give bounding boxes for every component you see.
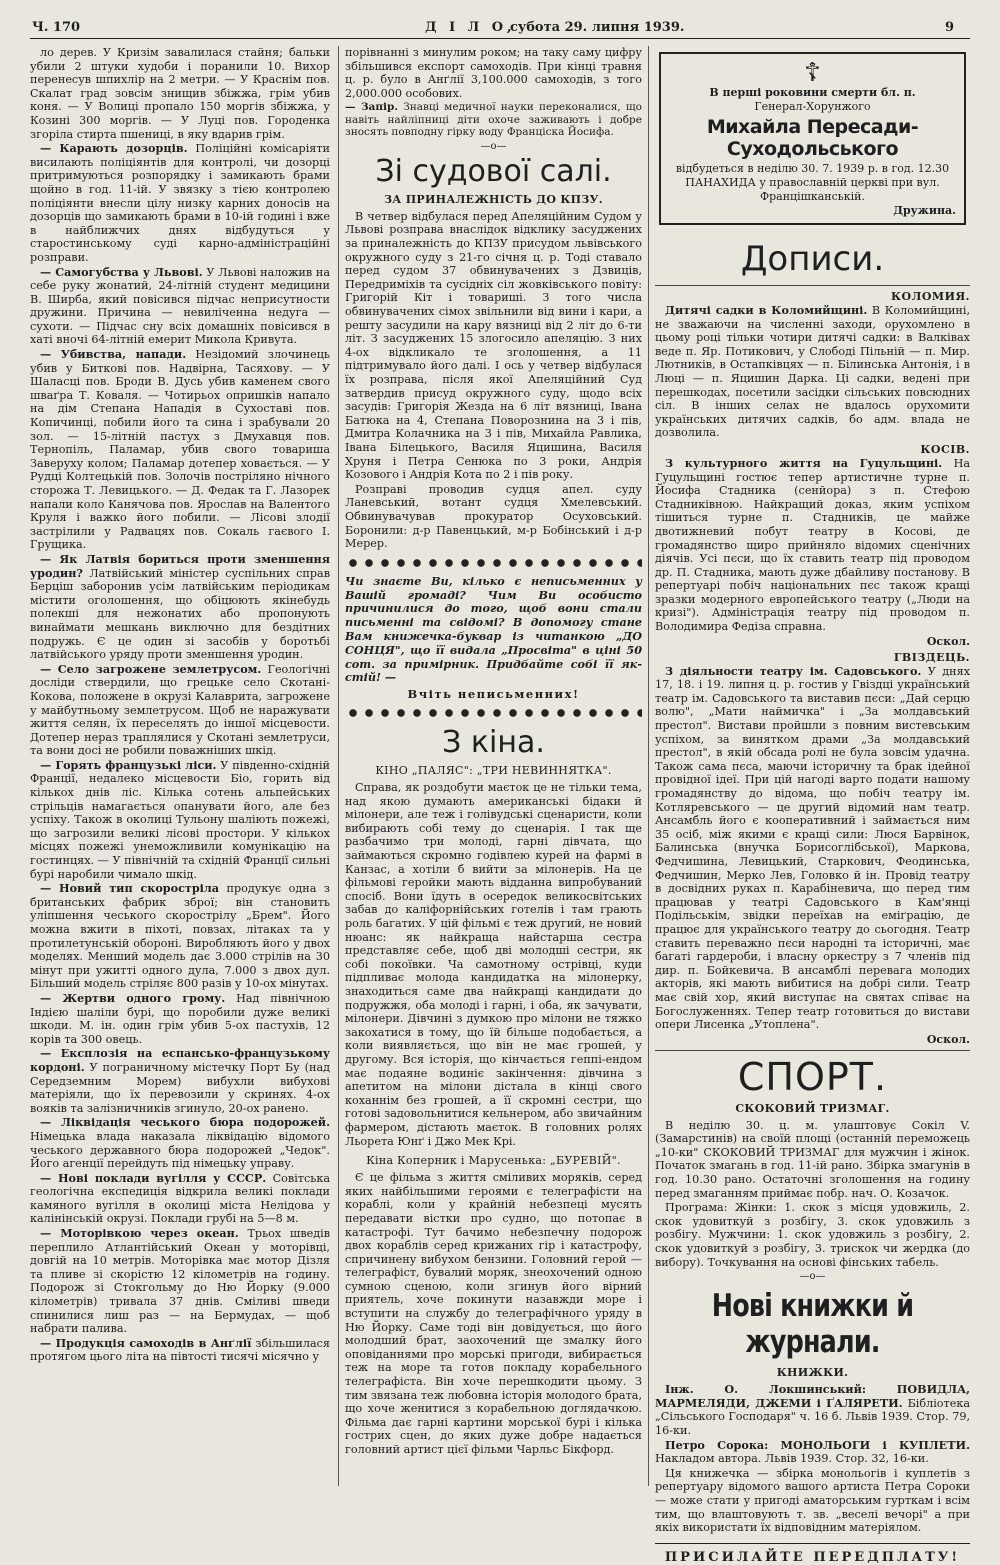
column-rule xyxy=(648,46,649,1486)
rule xyxy=(655,1050,970,1051)
news-item: — Продукція самоходів в Анґлії збільшилася протягом цього літа на півтості тисячі місячно у xyxy=(30,1335,330,1364)
reports-heading: Дописи. xyxy=(740,239,885,279)
cinema-paragraph: Є це фільма з життя сміливих моряків, серед яких найбільшими героями є телеграфісти на кораблі, коли у крайній небезпеці мусять передавати вістки про суднo, що потопає в катастрофі. Тут бачимо небезпечну подорож двох кораблів серед крижаних гір і катастрофу, спричинену вибухом бензини. Головний герой — телеграфіст, бувалий моряк, знеохочений одною сумною сценою, коли згинув його вірний приятель, хоче покинути назавжди море і вступити на службу до телеграфічного уряду в Ню Йорку. Саме тоді він довідується, що його молодший брат, заохочений ще змалку його оповіданнями про морські пригоди, вибирається теж на море та готов покладу корабельного телеграфіста. Він хоче перешкодити цьому. З тим звязана теж любовна історія молодого брата, що хоче женитися з корабельною доглядачкою. Фільма дає гарні картини морської бурі і кілька гострих сцен, до яких дуже добре надається головний артист цієї фільми Чарльс Бікфорд. xyxy=(345,1171,642,1456)
ad-paragraph: — Запір. Знавці медичної науки переконалися, що навіть найліпниці діти охоче заживають і добре зносять повподну гірку воду Франціска Йосифа. xyxy=(345,101,643,139)
sport-paragraph: В неділю 30. ц. м. улаштовує Сокіл V. (Замарстинів) на своїй площі (останній переможець „10-ки" СКОКОВИЙ ТРИЗМАГ для мужчин і жінок. Початок змагань в год. 11-ій рано. Збірка змагунів в год. 10.30 рано. Остаточні зголошення на годину перед змаганням приймає побр. нач. О. Козачок. xyxy=(655,1118,970,1200)
place-heading: КОЛОМИЯ. xyxy=(891,290,970,303)
dotted-border xyxy=(345,557,642,569)
news-item: ло дерев. У Кризім завалилася стайня; бальки убили 2 штуки худоби і поранили 10. Вихор перенесув шпихлір на 2 метри. — У Краснім пов. Скалат град зовсім знищив збіжжа, грім убив коня. — У Волиці пропало 150 моргів збіжжа, у Козині 300 моргів. — У Луці пов. Городенка згоріла стирта пшениці, в яку вдарив грім. xyxy=(30,46,330,141)
sport-subheading: СКОКОВИЙ ТРИЗМАГ. xyxy=(735,1101,890,1115)
report-paragraph: З культурного життя на Гуцульщині. На Гуцульщині гостює тепер артистичне турне п. Йосифа Стадника (сенйора) з п. Стефою Стадниківною. Найкращий доказ, яким успіхом тішиться турне п. Стадників, це майже двотижневий побут театру в Косові, де громадянство щиро прийняло відомих сценічних діячів. Усі пєси, що їх ставить театр під проводом др. П. Стадника, мають дуже дбайливу постанову. В репертуарі побіч національних пєс також кращі зразки модерного европейського театру („Люди на кризі"). Адміністрація театру під проводом п. Володимира Федіза справна. xyxy=(655,455,970,634)
subscribe-banner: ПРИСИЛАЙТЕ ПЕРЕДПЛАТУ! xyxy=(655,1543,970,1565)
books-heading: Нові книжки й журнали. xyxy=(711,1288,914,1361)
memorial-line: Генерал-Хорунжого xyxy=(754,100,871,113)
memorial-line: відбудеться в неділю 30. 7. 1939 р. в год. 12.30 ПАНАХИДА у православній церкві при вул. Францішканській. xyxy=(675,162,950,203)
news-item: — Ліквідація чеського бюра подорожей. Німецька влада наказала ліквідацію відомого чеського державного бюра подорожей „Чедок". Його агенції перейдуть під німецьку управу. xyxy=(30,1115,330,1171)
issue-date: субота 29. липня 1939. xyxy=(510,20,685,35)
masthead xyxy=(30,20,970,39)
place-heading: КОСІВ. xyxy=(920,442,970,456)
news-item: — Моторівкою через океан. Трьох шведів переплило Атлантійський Океан у моторівці, довгій на 10 метрів. Моторівка має мотор Дізля та пливе зі скорістю 12 кілометрів на годину. Подорож зі Стокгольму до Ню Йорку (9.000 кілометрів) тривала 37 днів. Сміливі шведи спинилися лиш раз — на Бермудах, — щоб набрати палива. xyxy=(30,1226,331,1336)
memorial-notice xyxy=(659,52,966,225)
news-item: — Жертви одного грому. Над північною Індією шаліли бурі, що поробили дуже великі шкоди. М. ін. один грім убив 5-ох пастухів, 12 корів та 300 овець. xyxy=(30,990,330,1046)
column-court-cinema xyxy=(345,46,642,1486)
rule xyxy=(655,285,970,286)
literacy-slogan: Вчіть неписьменних! xyxy=(407,687,580,702)
place-heading: ГВІЗДЕЦЬ. xyxy=(893,650,970,664)
book-review: Ця книжечка — збірка монольогів і куплетів з репертуару відомого вашого артиста Петра Сороки — може стати у пригоді аматорським гурткам і всім тим, що влаштовують т. зв. „веселі вечорі" а при якіх використати їх відповідним матеріялом. xyxy=(655,1466,970,1535)
column-news xyxy=(30,46,330,1486)
news-item: — Карають дозорців. Поліційні комісаріяти висилають поліціянтів для контролі, чи дозорці притримуються розпорядку і замикають брами щойно в год. 11-ій. У звязку з тією контролею поліціянти внесли цілу низку карних доносів на дозорців що замикають брами в 10-ій годині і вже в найближчих днях відбудуться у старостинському суді карно-адміністраційні розправи. xyxy=(30,141,331,264)
news-item: — Самогубства у Львові. У Львові наложив на себе руку жонатий, 24-літній студент медицини В. Ширба, який повісився підчас неприсутности дружини. Причина — невиліченна недуга — сухоти. — Підчас сну всіх домашніх повісився в хаті вночі 64-літній емерит Микола Кривута. xyxy=(30,264,330,347)
court-paragraph: В четвер відбулася перед Апеляційним Судом у Львові розправа внаслідок відклику засуджених за приналежність до КПЗУ присудом львівського окружного суду з 21-го січня ц. р. Тоді ставало перед судом 37 обвинувачених з Дзвиців, Передриміхів та сусідніх сіл жовківського повіту: Григорій Кіт і товариші. З того числа обвинувачених сімох звільнили від вини і кари, а решту засудили на кару вязниці від 2 літ до 6-ти літ. З засуджених 15 злогосило апеляцію. З них 4-ох відкликало те зголошення, а 11 підтримувало його далі. І ось у четвер відбулася їх розправа, після якої Апеляційний Суд затвердив присуд окружного суду, щодо всіх засудів: Григорія Жезда на 6 літ вязниці, Івана Батюка на 4, Степана Поворознина на 3 і пів, Дмитра Колачника на 3 і пів, Михайла Равлика, Івана Білецького, Василя Яцишина, Василя Хруня і Петра Сенюка по 3 роки, Андрія Козового і Андрія Кота по 2 і пів року. xyxy=(345,209,642,482)
court-subheading: ЗА ПРИНАЛЕЖНІСТЬ ДО КПЗУ. xyxy=(384,192,603,206)
memorial-name: Михайла Пересади-Суходольського xyxy=(706,116,919,160)
books-subheading: КНИЖКИ. xyxy=(776,1366,849,1380)
column-reports-sport xyxy=(655,46,971,1565)
separator: —o— xyxy=(799,1271,826,1283)
news-item: — Експлозія на еспансько-французькому кордоні. У пограничному містечку Порт Бу (над Середземним Морем) вибухли вибухові матеріяли, що їх перевозили у скринях. 4-ох вояків та залізничників згинуло, 20-ох ранено. xyxy=(30,1046,331,1115)
report-signature: Оскол. xyxy=(926,634,970,648)
memorial-signature: Дружина. xyxy=(893,204,956,217)
news-item: — Нові поклади вугілля у СССР. Совітська геологічна експедиція відкрила великі поклади камяного вугілля в околиці міста Нелідова у калінінській окрузі. Поклади грубі на 5—8 м. xyxy=(30,1170,330,1226)
cinema-heading: З кіна. xyxy=(442,725,545,761)
dotted-border xyxy=(345,707,642,719)
separator: —o— xyxy=(480,140,507,152)
news-item: — Село загрожене землетрусом. Геологічні досліди ствердили, що грецьке село Скотані-Кокова, положене в окрузі Калаврита, загрожене у майбутньому землетрусом. Щоб не наражувати життя селян, їх переселять до іншої місцевости. Дотепер нераз траплялися у Скотані землетруси, та вони досі не робили поважніших шкід. xyxy=(30,661,331,758)
literacy-notice: Чи знаєте Ви, кілько є неписьменних у Вашій громаді? Чим Ви особисто причинилися до того, щоб вони стали письменні та свідомі? В допомогу стане Вам книжечка-буквар із читанкою „ДО СОНЦЯ", що її видала „Просвіта" в ціні 50 сот. за примірник. Придбайте собі її як-стій! — xyxy=(345,573,642,685)
book-entry: Петро Сорока: МОНОЛЬОГИ і КУПЛЕТИ. Накладом автора. Львів 1939. Стор. 32, 16-ки. xyxy=(655,1437,970,1466)
sport-program: Програма: Жінки: 1. скок з місця удовжиль, 2. скок удовиткуй з розбігу, 3. скок удовжиль з розбігу. Мужчини: 1. скок удовжиль з розбігу, 2. скок удовиткуй з розбігу, 3. трискок чи жердка (до вибору). Точкування на основі фінських табель. xyxy=(655,1201,970,1269)
news-item: — Горять французькі ліси. У південно-східній Франції, недалеко місцевости Біо, горить від кількох днів ліс. Кілька сотень альпейських стрільців намагається опанувати його, але без успіху. Також в околиці Тульону шаліють пожежі, що загрозили великі лісові простори. У кількох місцях пожежі унеможливили комунікацію на гостинцях. — У північній та східній Франції сильні бурі наробили чимало шкід. xyxy=(30,757,330,881)
book-entry: Інж. О. Локшинський: ПОВИДЛА, МАРМЕЛЯДИ, ДЖЕМИ і ҐАЛЯРЕТИ. Бібліотека „Сільського Господаря" ч. 16 б. Львів 1939. Стор. 79, 16-ки. xyxy=(655,1382,971,1437)
report-signature: Оскол. xyxy=(926,1032,970,1046)
court-heading: Зі судової салі. xyxy=(375,153,612,189)
news-item: — Убивства, напади. Незідомий злочинець убив у Биткові пов. Надвірна, Тасяхову. — У Шаласці пов. Броди В. Дусь убив каменем свого шваґра Т. Коваля. — Чотирьох опришків напало на дім Степана Нападія в Сухоставі пов. Копичинці, побили його та сина і зрабували 20 зол. — 15-літній пастух з Дмухавця пов. Тернопіль, Паламар, убив свого товариша Заверуху колом; Паламар дотепер ховається. — У Рудці Колтецькій пов. Золочів постріляно нічного сторожа Т. Левицького. — Д. Федак та Г. Лазорек напали коло Канячова пов. Ярослав на Валентого Круля і важко його побили. — Лісові злодії застрілили у Радвацях пов. Сокаль гаєвого І. Грущика. xyxy=(30,347,330,552)
news-item: — Як Латвія бориться проти зменшення уродин? Латвійський міністер суспільних справ Берціш заборонив усім латвійським періодикам містити оголошення, що обіцюють якінебудь полекші для нежонатих або пропонують винаймати мешкань виключно для бездітних подружь. Є це один зі засобів у боротьбі латвійського уряду проти зменшення уродин. xyxy=(30,551,330,662)
issue-number: Ч. 170 xyxy=(32,20,81,35)
cinema-subheading: Кіна Коперник і Марусенька: „БУРЕВІЙ". xyxy=(366,1154,621,1168)
court-paragraph: Розправі проводив судця апел. суду Ланевський, вотант судця Хмелевський. Обвинувачував прокуратор Осуховський. Боронили: д-р Павенцький, м-р Бобінський і д-р Мерер. xyxy=(345,482,642,551)
sport-heading: СПОРТ. xyxy=(737,1054,888,1099)
memorial-line: В перші роковини смерти бл. п. xyxy=(709,86,916,99)
page-number: 9 xyxy=(945,20,955,35)
paper-name: Д І Л О, xyxy=(425,20,516,35)
cinema-paragraph: Справа, як роздобути маєток це не тільки тема, над якою думають американські бідаки й мілонери, але теж і голівудські сценаристи, коли вибирають собі тему до сценарія. І так ще разбачимо три молоді, гарні дівчата, що займаються скромно годівлею курей на фармі в Канзас, а хотіли б вийти за мілонерів. На це фільмові геройки мають відданна випробуваний спосіб. Вони їдуть в осередок великосвітських забав до каліфорнійських готелів і там грають роль багатих. У цій фільмі є теж другий, не новий нюанс: як найкраща найстарша сестра представляє себе, щоб дві молодші сестри, як собі покоївки. Ча самотному острівці, куди підпливає молода кандидатка на мілонерку, знаходиться саме два найкращі кандидати до подружжя, оба молоді і гарні, і оба, як зачувати, мілонери. Дівчині з думкою про мілони не тяжко закохатися в тому, що їй більше подобається, а коли виявляється, що він не має грошей, у другому. Вся історія, що кінчається геппі-ендом має подаяне водиніє закінчення: дівчина з апетитом на мілони дістала в кінці свого коханнім без грошей, а її скромні сестри, що готові задовольнитися кельнером, або звичайним фармером, дістають маєток. В головних ролях Льорета Юнґ і Джо Мек Крі. xyxy=(345,781,642,1148)
column-rule xyxy=(338,46,339,1486)
report-paragraph: З діяльности театру ім. Садовського. У днях 17, 18. і 19. липня ц. р. гостив у Гвіздці український театр ім. Садовського та виставив пєси: „Дай серцю волю", „Мати наймичка" і „За молдавський престол". Вистави пройшли з повним вистевським успіхом, за винятком драми „За молдавський престол", в якій обсада ролі не була зовсім удачна. Також сама пєса, маючи історичну та брак ідейної провідної ідеї. При цій нагоді варто подати нашому громадянству до відома, що побіч театру ім. Котляревського — це другий відомий нам театр. Ансамбль його є кооперативний і займається ним 35 осіб, між якими є кращі сили: Люся Барвінок, Балинська (внучка Борисоглібської), Маркова, Федчишина, Левицький, Старкович, Феодинська, Федчишин, Мерко Лев, Головко й ін. Провід театру в досвідних руках п. Карабіневича, що перед тим працював у театрі Садовського в Кам'янці Подільськім, звідки переїхав на еміґрацію, де працює для українського театру до сьогодня. Театр ставить переважно пєси народні та історичні, має багаті гардероби, і власну оркестру з 7 членів під дир. п. Бойкевича. В ансамблі перевага молодих акторів, які мають вибитися на добрі сили. Театр має свій хор, який виступає на святах співає на Богослуженнях. Тепер театр готовиться до вистави опери Лисенка „Утоплена". xyxy=(655,663,971,1032)
intro-paragraph: порівнанні з минулим роком; на таку саму цифру збільшився експорт самоходів. При кінці травня ц. р. було в Анґлії 3,100.000 самоходів, з того 2,000.000 особових. xyxy=(345,46,642,100)
orthodox-cross-icon: ☦ xyxy=(804,58,821,88)
report-paragraph: Дитячі садки в Коломийщині. В Коломийщині, не зважаючи на численні заходи, орухомлено в цьому році тільки чотири дитячі садки: в Валківах веде п. Яр. Потикович, у Слободі Пільній — п. Мир. Лютників, в Остапківцях — п. Білинська Антонія, і в Люці — п. Яцишин Дарка. Ці садки, ведені при перешкодах, посетили засідки сільських повсюдних сіл. В інших селах не вдалось орухомити українських дитячих садків, бо адм. влада не дозволила. xyxy=(655,303,970,440)
cinema-subheading: КІНО „ПАЛЯС": „ТРИ НЕВИННЯТКА". xyxy=(375,764,612,778)
news-item: — Новий тип скорострілa продукує одна з британських фабрик зброї; він становить уліпшення чеського скорострілу „Брем". Його можна вжити в піхоті, повзах, літаках та у протилетунській обороні. Виробляють його у двох моделях. Менший модель дає 3.000 стрілів на 30 мінут при ужитті одного дула, 7.000 з двох дул. Більший модель стріляє 800 разів у 10-ох мінутах. xyxy=(30,881,330,991)
